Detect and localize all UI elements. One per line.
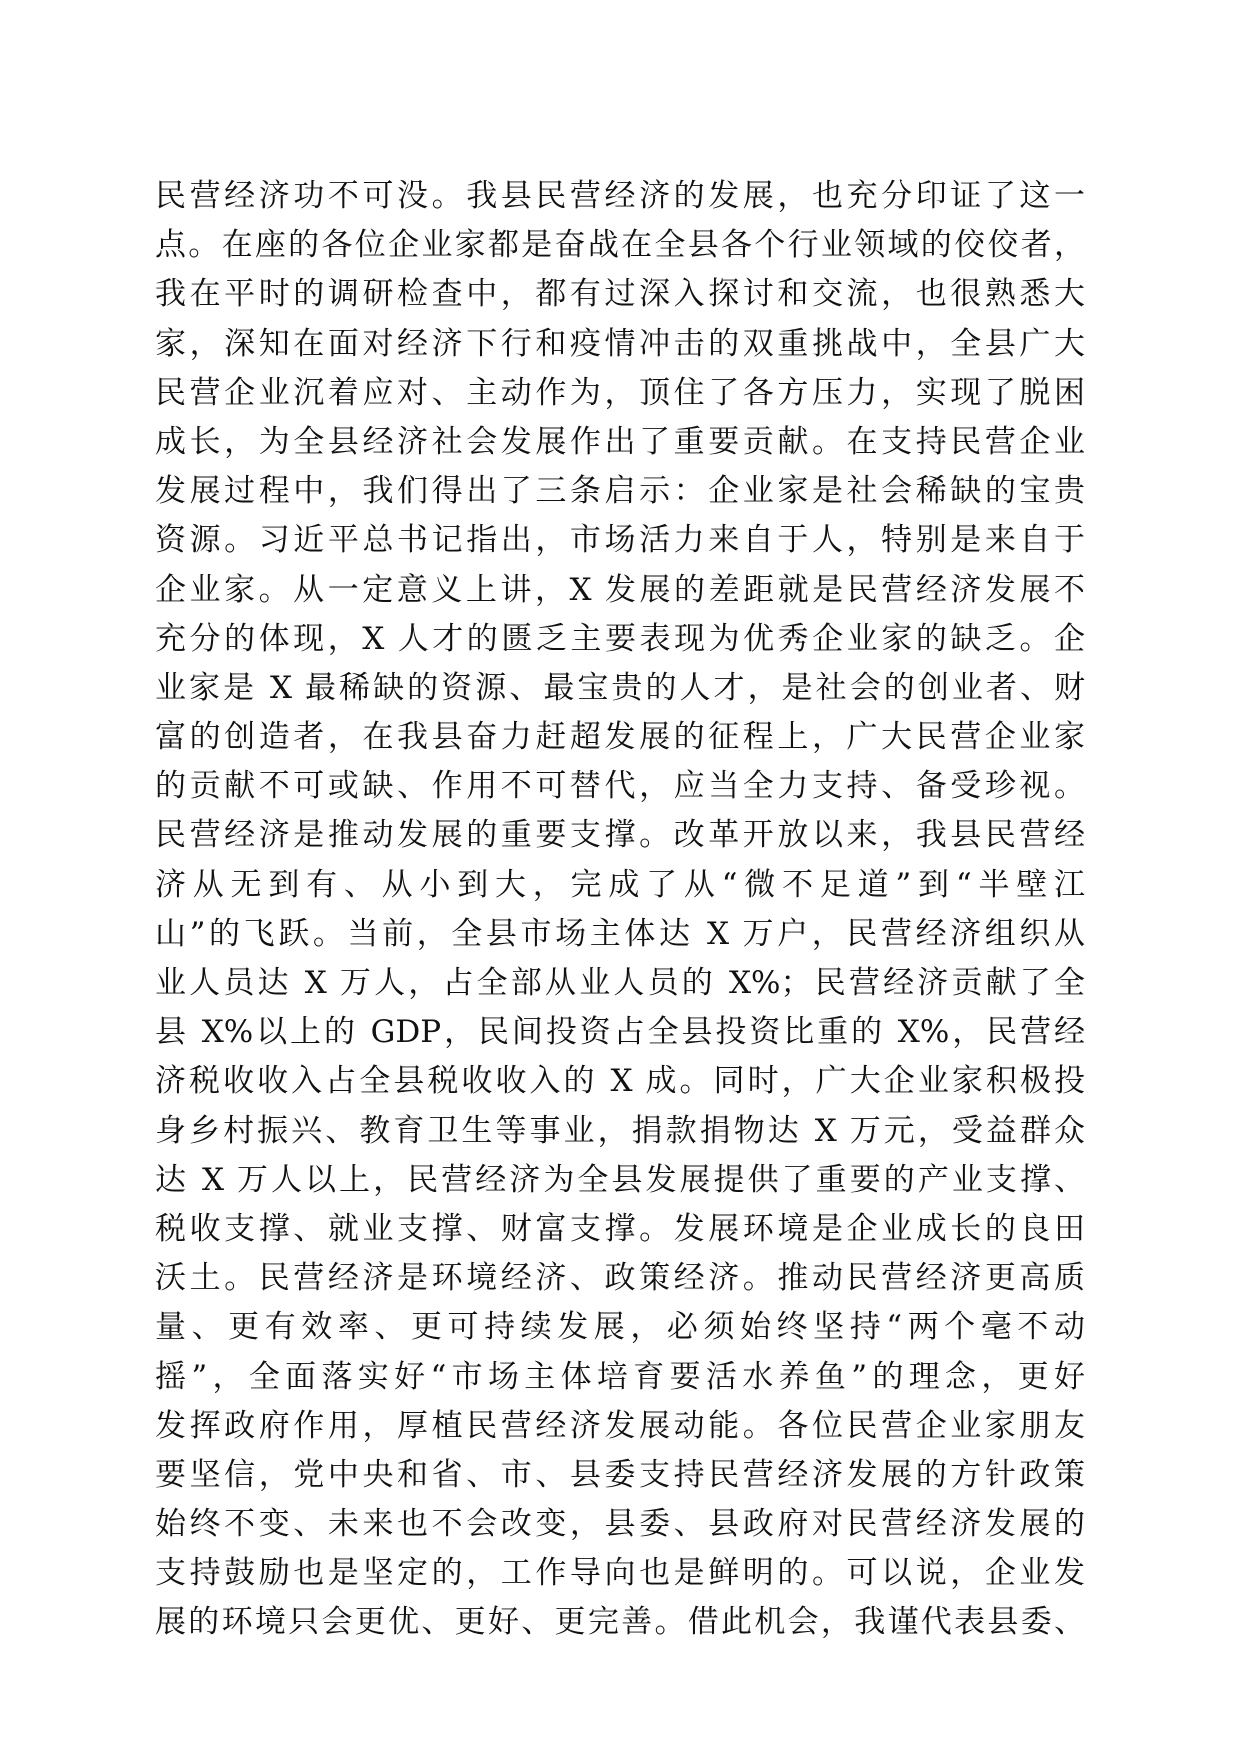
text-line: 摇”，全面落实好“市场主体培育要活水养鱼”的理念，更好 [155, 1358, 1085, 1395]
text-line: 展的环境只会更优、更好、更完善。借此机会，我谨代表县委、 [155, 1604, 1085, 1641]
text-line: 发展过程中，我们得出了三条启示：企业家是社会稀缺的宝贵 [155, 473, 1085, 510]
text-line: 家，深知在面对经济下行和疫情冲击的双重挑战中，全县广大 [155, 325, 1085, 362]
text-line: 成长，为全县经济社会发展作出了重要贡献。在支持民营企业 [155, 423, 1085, 460]
text-line: 支持鼓励也是坚定的，工作导向也是鲜明的。可以说，企业发 [155, 1555, 1085, 1592]
text-line: 我在平时的调研检查中，都有过深入探讨和交流，也很熟悉大 [155, 276, 1085, 313]
text-line: 税收支撑、就业支撑、财富支撑。发展环境是企业成长的良田 [155, 1210, 1085, 1247]
text-line: 民营企业沉着应对、主动作为，顶住了各方压力，实现了脱困 [155, 374, 1085, 411]
text-line: 资源。习近平总书记指出，市场活力来自于人，特别是来自于 [155, 522, 1085, 559]
text-line: 沃土。民营经济是环境经济、政策经济。推动民营经济更高质 [155, 1260, 1085, 1297]
text-line: 企业家。从一定意义上讲，X 发展的差距就是民营经济发展不 [155, 571, 1085, 608]
text-line: 富的创造者，在我县奋力赶超发展的征程上，广大民营企业家 [155, 719, 1085, 756]
text-line: 达 X 万人以上，民营经济为全县发展提供了重要的产业支撑、 [155, 1161, 1085, 1198]
text-line: 济从无到有、从小到大，完成了从“微不足道”到“半壁江 [155, 866, 1085, 903]
text-line: 民营经济是推动发展的重要支撑。改革开放以来，我县民营经 [155, 817, 1085, 854]
text-line: 业家是 X 最稀缺的资源、最宝贵的人才，是社会的创业者、财 [155, 669, 1085, 706]
body-text [155, 172, 1085, 1648]
text-line: 县 X%以上的 GDP，民间投资占全县投资比重的 X%，民营经 [155, 1014, 1085, 1051]
text-line: 山”的飞跃。当前，全县市场主体达 X 万户，民营经济组织从 [155, 915, 1085, 952]
text-line: 点。在座的各位企业家都是奋战在全县各个行业领域的佼佼者， [155, 227, 1085, 264]
text-line: 的贡献不可或缺、作用不可替代，应当全力支持、备受珍视。 [155, 768, 1085, 805]
text-line: 充分的体现，X 人才的匮乏主要表现为优秀企业家的缺乏。企 [155, 620, 1085, 657]
text-line: 业人员达 X 万人，占全部从业人员的 X%；民营经济贡献了全 [155, 965, 1085, 1001]
text-line: 量、更有效率、更可持续发展，必须始终坚持“两个毫不动 [155, 1309, 1085, 1346]
text-line: 民营经济功不可没。我县民营经济的发展，也充分印证了这一 [155, 178, 1085, 214]
text-line: 身乡村振兴、教育卫生等事业，捐款捐物达 X 万元，受益群众 [155, 1112, 1085, 1149]
text-line: 始终不变、未来也不会改变，县委、县政府对民营经济发展的 [155, 1506, 1085, 1543]
text-line: 发挥政府作用，厚植民营经济发展动能。各位民营企业家朋友 [155, 1407, 1085, 1444]
text-line: 要坚信，党中央和省、市、县委支持民营经济发展的方针政策 [155, 1456, 1085, 1493]
text-line: 济税收收入占全县税收收入的 X 成。同时，广大企业家积极投 [155, 1063, 1085, 1100]
